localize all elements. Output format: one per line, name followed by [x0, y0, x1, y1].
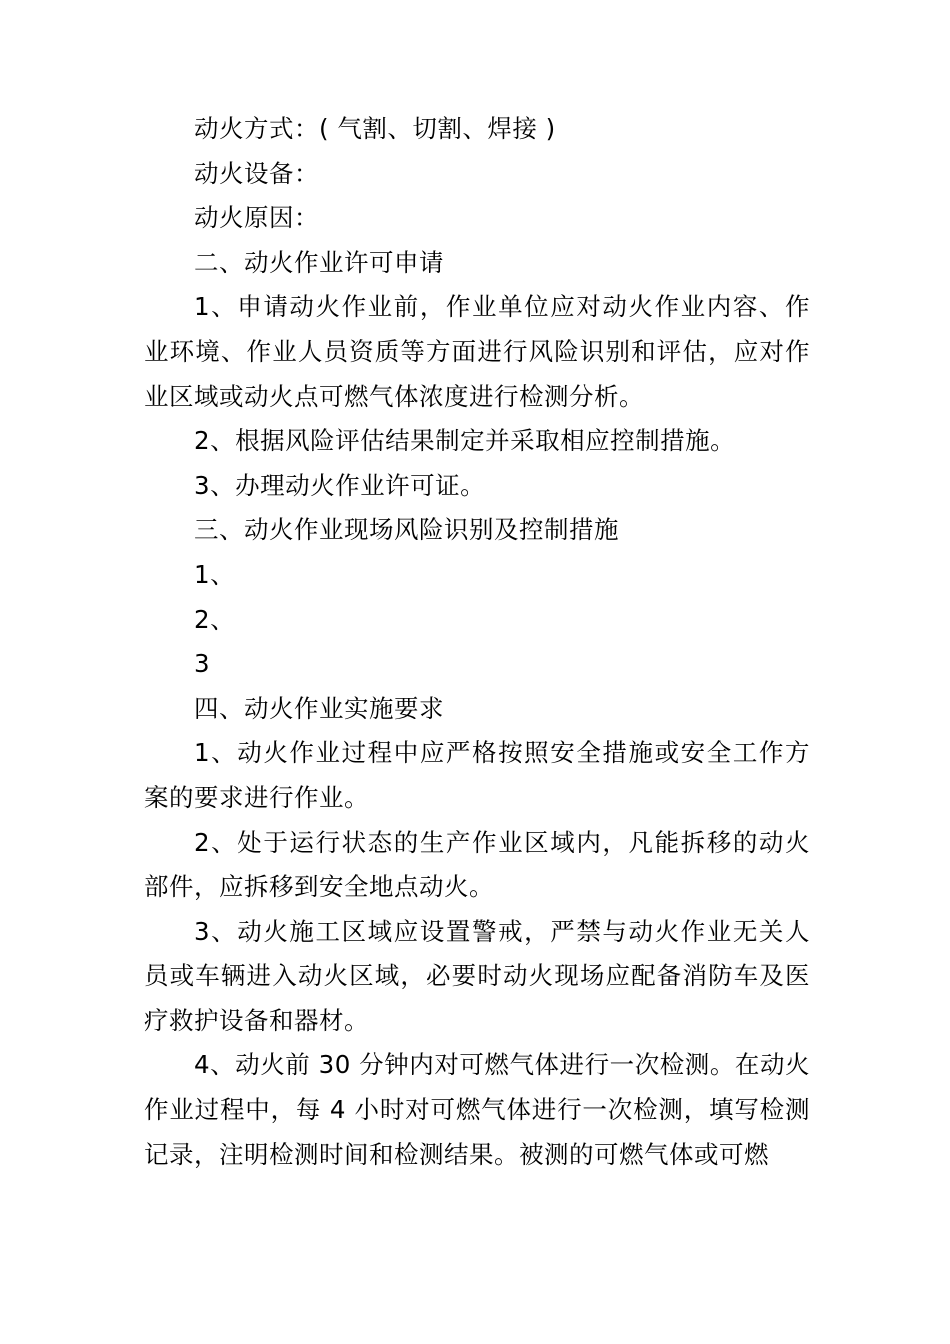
paragraph-requirement-3: 3、动火施工区域应设置警戒，严禁与动火作业无关人员或车辆进入动火区域，必要时动火现场应配备消防车及医疗救护设备和器材。	[144, 916, 810, 1035]
paragraph-risk-2: 2、	[194, 604, 236, 634]
paragraph-risk-1: 1、	[194, 559, 236, 589]
paragraph-requirement-4: 4、动火前 30 分钟内对可燃气体进行一次检测。在动火作业过程中，每 4 小时对可燃气体进行一次检测，填写检测记录，注明检测时间和检测结果。被测的可燃气体或可燃	[144, 1050, 810, 1169]
paragraph-permit-3: 3、办理动火作业许可证。	[194, 470, 486, 500]
paragraph-permit-1: 1、申请动火作业前，作业单位应对动火作业内容、作业环境、作业人员资质等方面进行风险识别和评估，应对作业区域或动火点可燃气体浓度进行检测分析。	[144, 292, 810, 411]
section-heading-risk: 三、动火作业现场风险识别及控制措施	[194, 515, 619, 545]
document-body	[144, 107, 810, 1177]
section-heading-permit: 二、动火作业许可申请	[194, 247, 444, 277]
paragraph-reason: 动火原因：	[194, 203, 319, 233]
paragraph-requirement-2: 2、处于运行状态的生产作业区域内，凡能拆移的动火部件，应拆移到安全地点动火。	[144, 827, 810, 902]
paragraph-risk-3: 3	[194, 649, 211, 679]
paragraph-permit-2: 2、根据风险评估结果制定并采取相应控制措施。	[194, 426, 736, 456]
paragraph-requirement-1: 1、动火作业过程中应严格按照安全措施或安全工作方案的要求进行作业。	[144, 738, 810, 812]
paragraph-method: 动火方式：( 气割、切割、焊接 )	[194, 114, 556, 143]
section-heading-requirements: 四、动火作业实施要求	[194, 693, 444, 723]
paragraph-equipment: 动火设备：	[194, 158, 319, 188]
